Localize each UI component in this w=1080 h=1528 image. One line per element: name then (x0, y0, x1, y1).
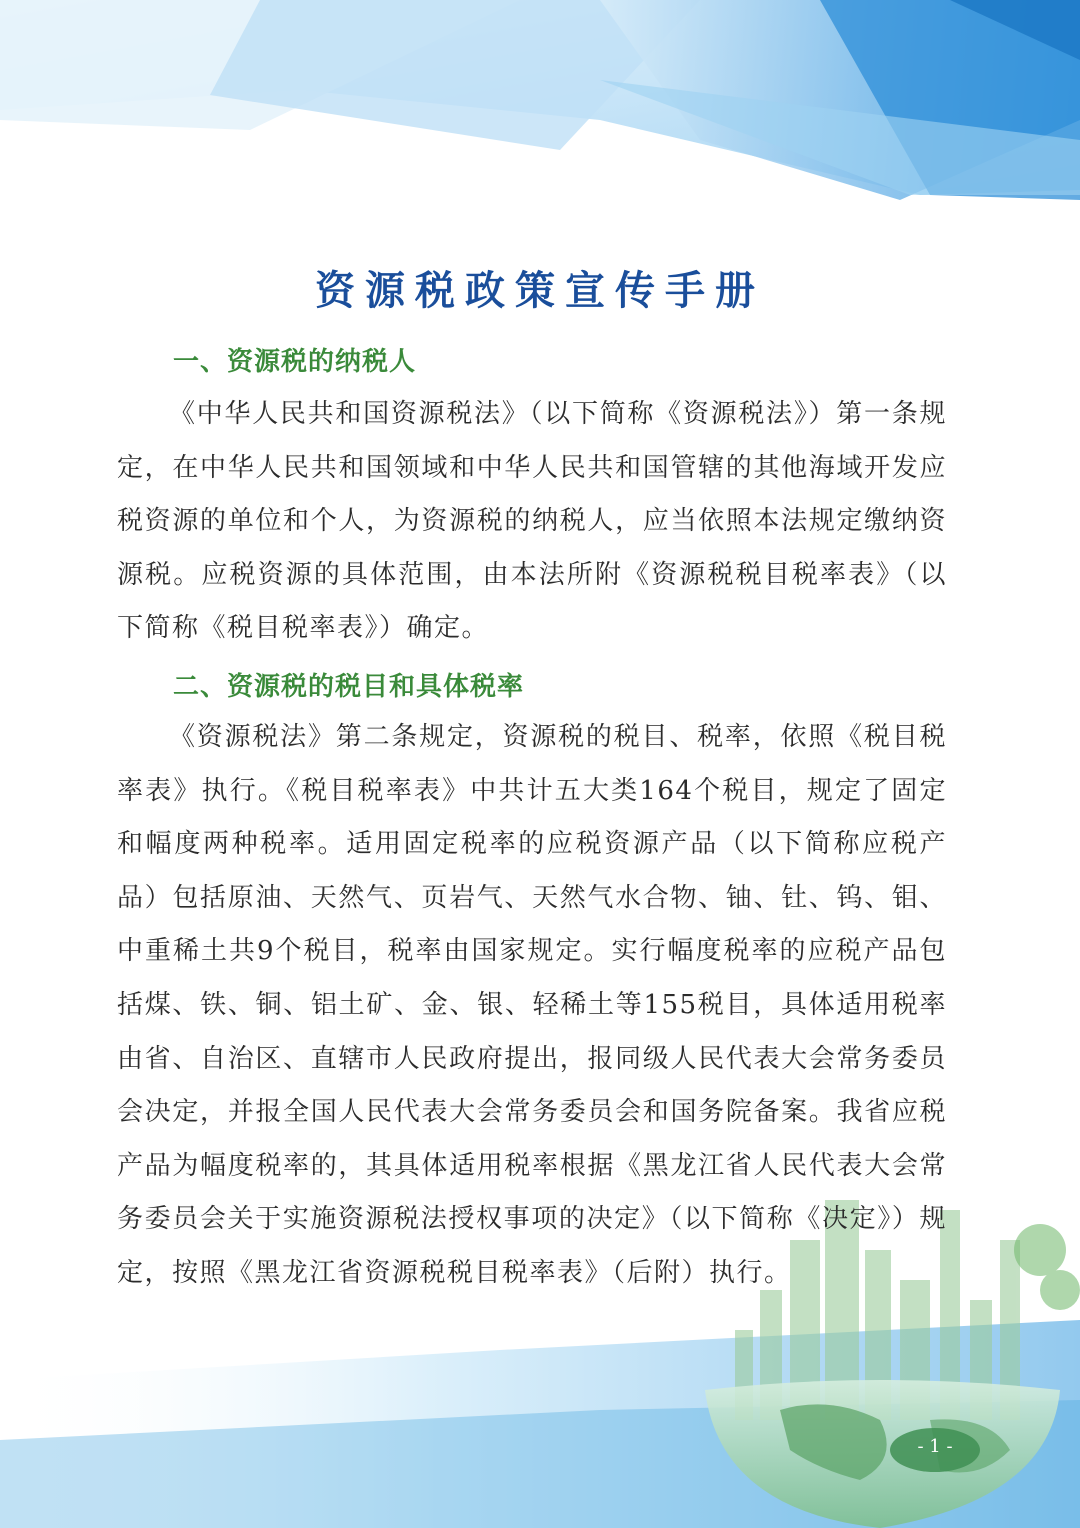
section-heading-1: 一、资源税的纳税人 (173, 347, 417, 377)
section-heading-2: 二、资源税的税目和具体税率 (173, 672, 525, 702)
section-body-2: 《资源税法》第二条规定，资源税的税目、税率，依照《税目税率表》执行。《税目税率表》中共计五大类164个税目，规定了固定和幅度两种税率。适用固定税率的应税资源产品（以下简称应税产品）包括原油、天然气、页岩气、天然气水合物、铀、钍、钨、钼、中重稀土共9个税目，税率由国家规定。实行幅度税率的应税产品包括煤、铁、铜、铝土矿、金、银、轻稀土等155税目，具体适用税率由省、自治区、直辖市人民政府提出，报同级人民代表大会常务委员会决定，并报全国人民代表大会常务委员会和国务院备案。我省应税产品为幅度税率的，其具体适用税率根据《黑龙江省人民代表大会常务委员会关于实施资源税法授权事项的决定》（以下简称《决定》）规定，按照《黑龙江省资源税税目税率表》（后附）执行。 (117, 722, 947, 1288)
top-banner-decoration (0, 0, 1080, 210)
section-body-1: 《中华人民共和国资源税法》（以下简称《资源税法》）第一条规定，在中华人民共和国领域和中华人民共和国管辖的其他海域开发应税资源的单位和个人，为资源税的纳税人，应当依照本法规定缴纳资源税。应税资源的具体范围，由本法所附《资源税税目税率表》（以下简称《税目税率表》）确定。 (117, 399, 947, 644)
page-number: - 1 - (917, 1436, 953, 1457)
document-title: 资源税政策宣传手册 (315, 266, 765, 314)
